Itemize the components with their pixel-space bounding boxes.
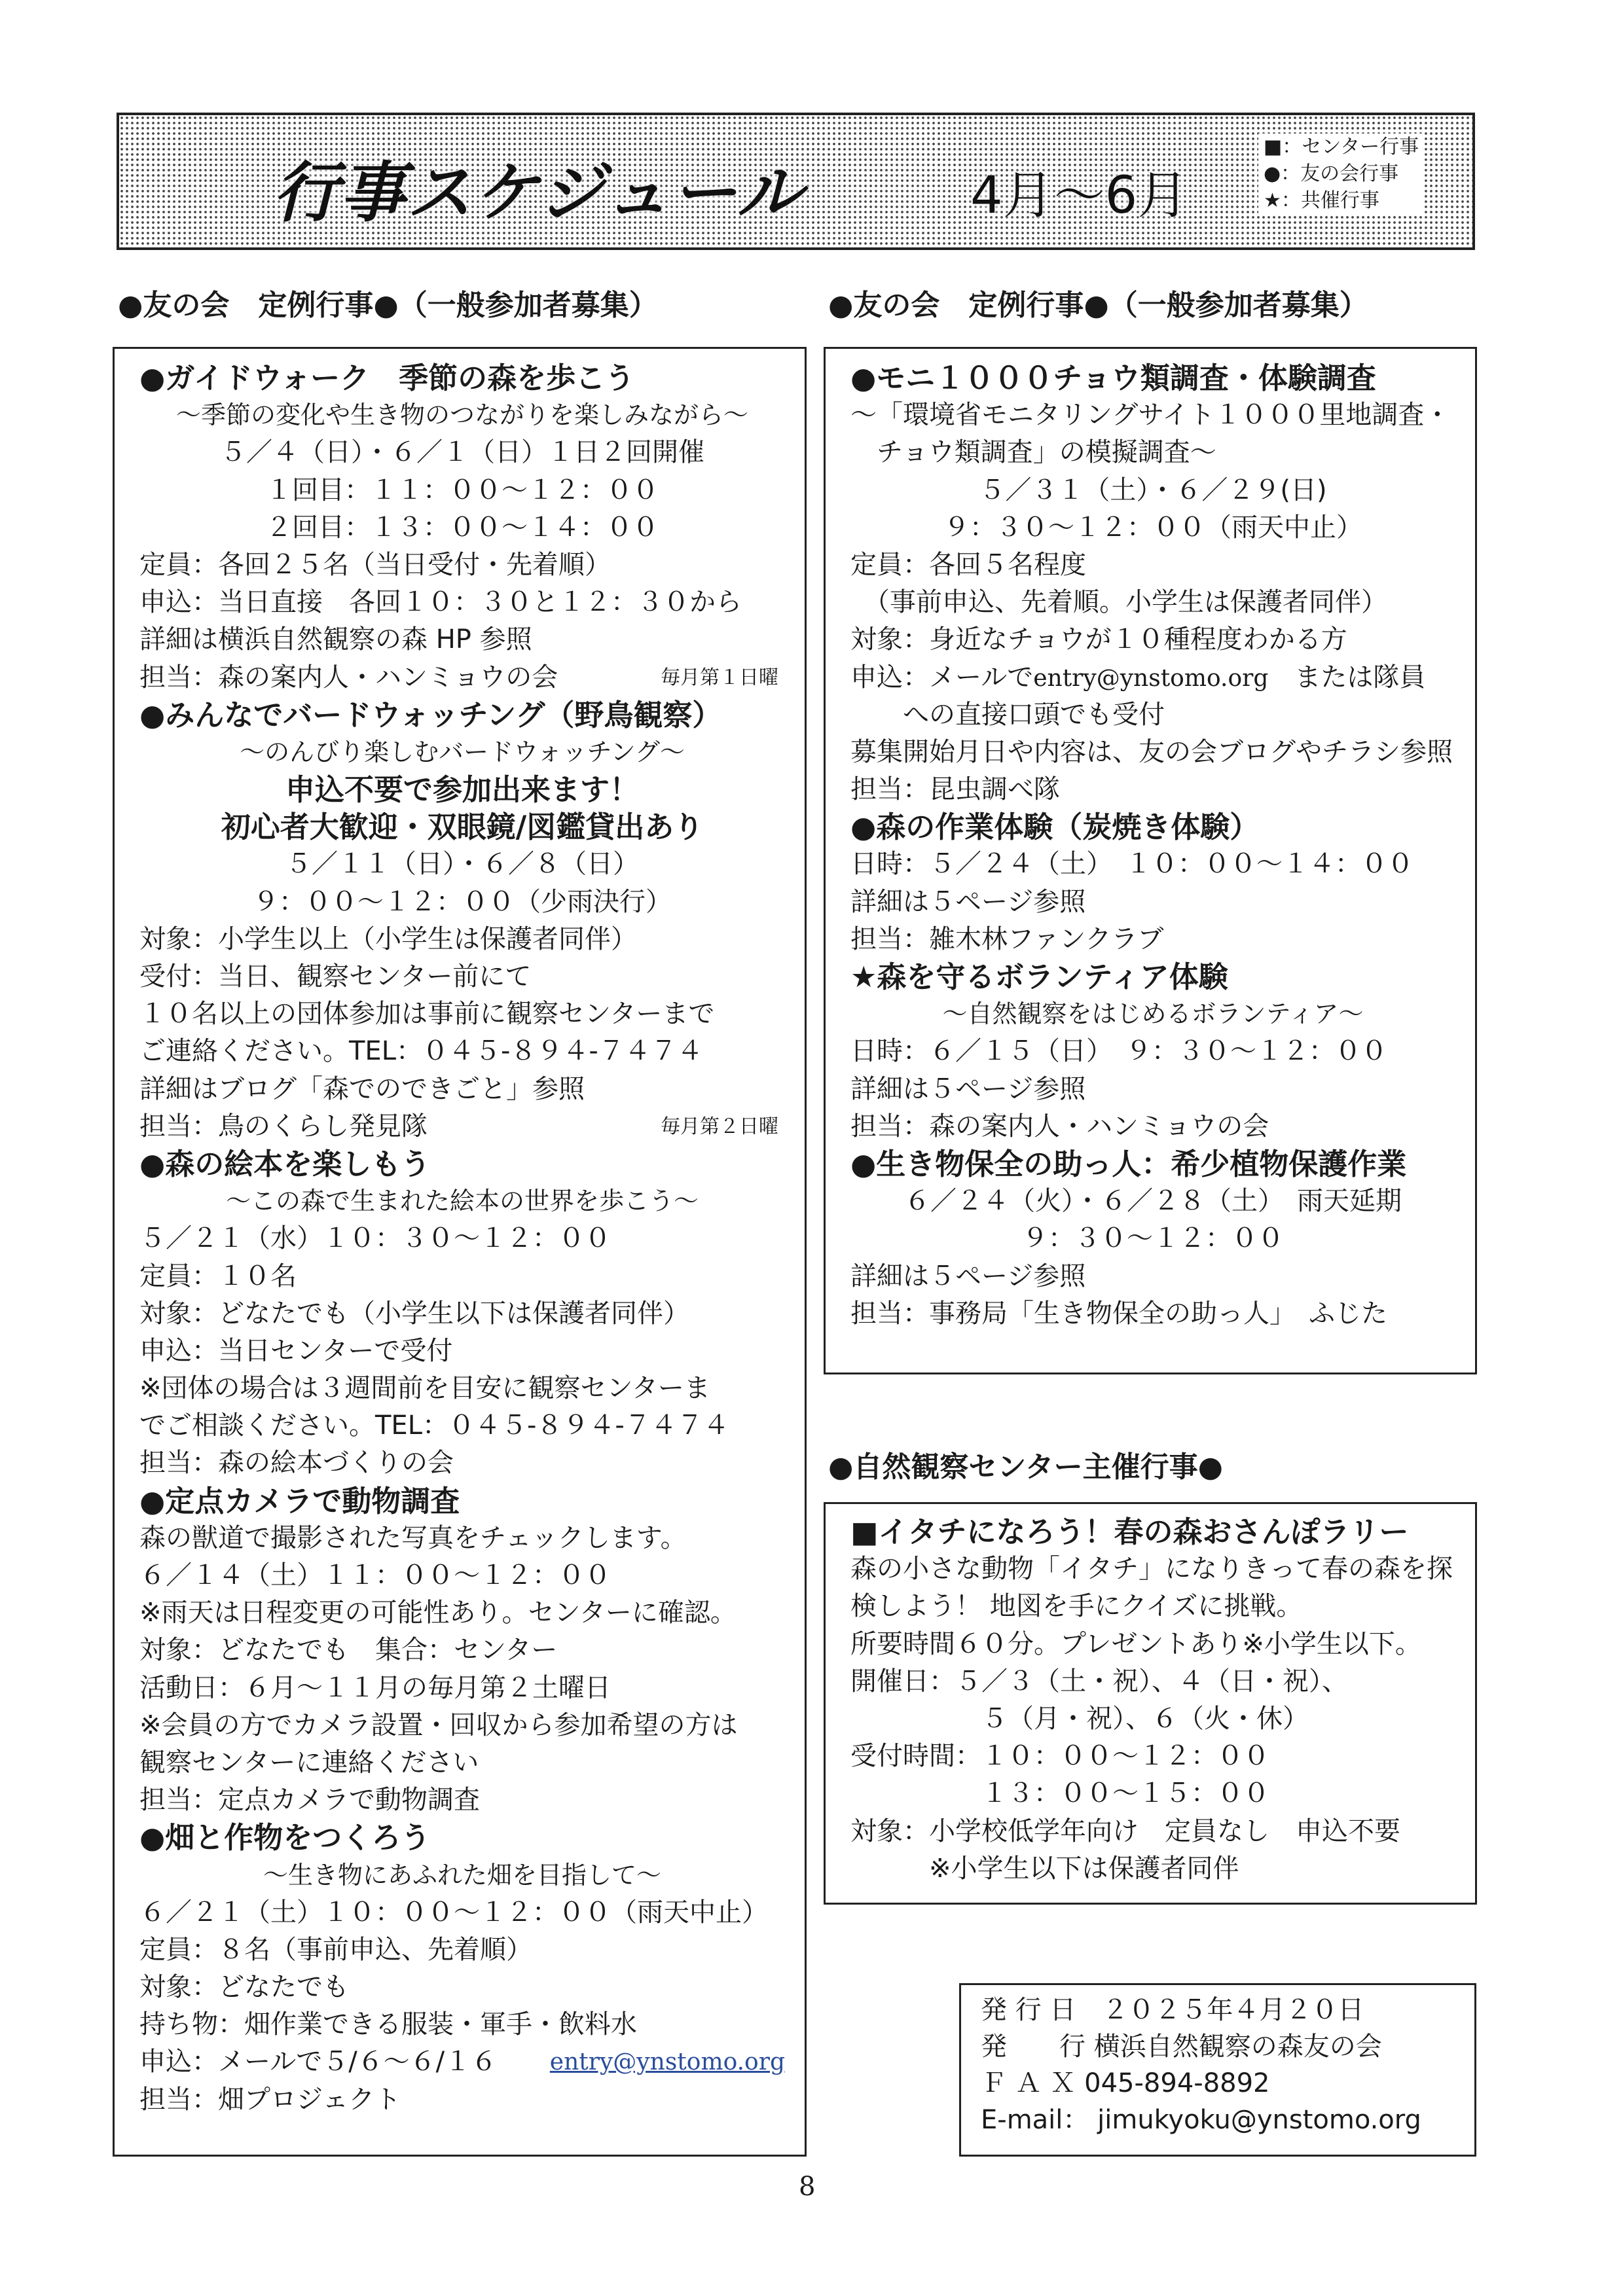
event-line-text: 日時：５／２４（土） １０：００〜１４：００	[850, 849, 1413, 880]
event-line	[850, 1588, 1475, 1625]
event-line-text: 申込：当日センターで受付	[139, 1335, 453, 1366]
event-line	[139, 1931, 805, 1969]
event-line-text: ■イタチになろう！春の森おさんぽラリー	[850, 1515, 1409, 1549]
event-line	[850, 1663, 1475, 1700]
event-line	[139, 1557, 805, 1594]
event-line-text: ※雨天は日程変更の可能性あり。センターに確認。	[139, 1598, 737, 1628]
page-title: 行事スケジュール	[273, 154, 803, 231]
event-line	[850, 659, 1475, 696]
event-line-text: 担当：雑木林ファンクラブ	[850, 924, 1164, 954]
event-line-text: 活動日：６月〜１１月の毎月第２土曜日	[139, 1672, 611, 1703]
event-line-text: 詳細は５ページ参照	[850, 1073, 1086, 1104]
event-line	[139, 2006, 805, 2043]
event-line-text: 開催日：５／３（土・祝）、４（日・祝）、	[850, 1666, 1348, 1696]
event-line-text: 詳細はブログ「森でのできごと」参照	[139, 1073, 585, 1104]
event-line	[850, 509, 1475, 547]
event-line-text: でご相談ください。TEL：０４５-８９４-７４７４	[139, 1410, 729, 1441]
event-line	[139, 659, 805, 696]
event-line	[850, 1738, 1475, 1775]
center-section-heading: ●自然観察センター主催行事●	[828, 1450, 1224, 1484]
event-title	[850, 359, 1475, 397]
event-line-text: 申込：当日直接 各回１０：３０と１２：３０から	[139, 587, 742, 618]
event-line-text: チョウ類調査」の模擬調査〜	[850, 437, 1216, 468]
event-line	[139, 1333, 805, 1370]
schedule-banner	[117, 113, 1475, 250]
event-line	[850, 397, 1475, 434]
event-line-text: １０名以上の団体参加は事前に観察センターまで	[139, 999, 715, 1030]
page-number: 8	[799, 2172, 816, 2202]
event-line-text: 〜「環境省モニタリングサイト１０００里地調査・	[850, 400, 1451, 431]
event-line-text: ●森の作業体験（炭焼き体験）	[850, 810, 1260, 845]
publisher-name: 発 行 横浜自然観察の森友の会	[981, 2032, 1382, 2062]
event-line-suffix: または隊員	[1268, 662, 1426, 692]
right-section-heading: ●友の会 定例行事●（一般参加者募集）	[828, 289, 1368, 322]
event-line-text: 対象：小学校低学年向け 定員なし 申込不要	[850, 1816, 1400, 1846]
event-line	[850, 921, 1475, 958]
event-line-text: 〜のんびり楽しむバードウォッチング〜	[240, 737, 685, 766]
legend	[1258, 134, 1424, 214]
event-line	[139, 1594, 805, 1632]
left-events-box	[113, 347, 807, 2157]
event-line	[139, 547, 805, 584]
event-line	[850, 696, 1475, 734]
event-title	[850, 1145, 1475, 1183]
center-events-box	[824, 1502, 1477, 1905]
event-line-text: ※会員の方でカメラ設置・回収から参加希望の方は	[139, 1710, 738, 1740]
event-line	[850, 1295, 1475, 1333]
right-events-box	[824, 347, 1477, 1374]
event-line	[850, 1700, 1475, 1738]
event-line	[850, 771, 1475, 808]
event-line	[850, 1108, 1475, 1145]
publisher-fax: Ｆ Ａ Ｘ 045-894-8892	[981, 2068, 1270, 2098]
event-line	[850, 1775, 1475, 1812]
event-line-text: 申込：メールで	[850, 662, 1034, 692]
event-line	[139, 1782, 805, 1819]
event-line-text: 募集開始月日や内容は、友の会ブログやチラシ参照	[850, 736, 1453, 767]
event-line	[850, 434, 1475, 471]
event-title	[139, 696, 805, 734]
event-line	[139, 1220, 805, 1257]
event-title	[850, 1513, 1475, 1551]
event-line	[850, 734, 1475, 771]
publish-date: 発 行 日 ２０２５年４月２０日	[981, 1995, 1364, 2025]
event-line	[850, 1850, 1475, 1888]
event-line-text: ●定点カメラで動物調査	[139, 1483, 460, 1518]
event-line-text: 申込：メールで５/６〜６/１６	[139, 2047, 498, 2077]
event-line	[850, 1626, 1475, 1663]
email-address: entry@ynstomo.org	[1033, 664, 1269, 692]
event-line-text: ※団体の場合は３週間前を目安に観察センターま	[139, 1373, 710, 1404]
event-line-text: 対象：どなたでも 集合：センター	[139, 1635, 558, 1666]
event-line	[139, 1632, 805, 1669]
event-line-text: 詳細は５ページ参照	[850, 886, 1086, 917]
event-line	[850, 547, 1475, 584]
publisher-email: E-mail： jimukyoku@ynstomo.org	[981, 2105, 1421, 2135]
event-line-text: 初心者大歓迎・双眼鏡/図鑑貸出あり	[221, 810, 704, 845]
event-line-text: ６／２４（火）・６／２８（土） 雨天延期	[904, 1186, 1402, 1217]
event-line-text: ●モニ１０００チョウ類調査・体験調査	[850, 361, 1376, 395]
event-line-text: ●森の絵本を楽しもう	[139, 1146, 431, 1181]
event-line-text: 〜自然観察をはじめるボランティア〜	[942, 999, 1364, 1029]
event-line-text: 観察センターに連絡ください	[139, 1747, 479, 1778]
event-line-text: １３：００〜１５：００	[850, 1778, 1269, 1809]
event-line-text: 定員：各回５名程度	[850, 549, 1086, 580]
event-line	[139, 884, 805, 921]
event-line	[139, 1857, 805, 1894]
event-line	[850, 1220, 1475, 1257]
event-line-text: 定員：１０名	[139, 1261, 297, 1291]
event-line	[850, 846, 1475, 883]
event-line-text: 対象：身近なチョウが１０種程度わかる方	[850, 624, 1347, 655]
event-line-text: 詳細は５ページ参照	[850, 1261, 1086, 1291]
event-line	[139, 1033, 805, 1070]
event-line-text: ご連絡ください。TEL：０４５-８９４-７４７４	[139, 1036, 703, 1067]
event-title	[139, 359, 805, 397]
event-line	[139, 621, 805, 658]
event-line-text: ●ガイドウォーク 季節の森を歩こう	[139, 361, 635, 395]
event-line-text: 担当：事務局「生き物保全の助っ人」 ふじた	[850, 1298, 1387, 1329]
event-line-text: ６／１４（土）１１：００〜１２：００	[139, 1560, 611, 1590]
event-line-text: １回目：１１：００〜１２：００	[266, 475, 659, 505]
event-line-text: ５／３１（土）・６／２９(日)	[979, 475, 1327, 505]
event-line	[139, 584, 805, 621]
event-line-text: ２回目：１３：００〜１４：００	[266, 512, 659, 543]
event-line	[139, 1707, 805, 1744]
period-label: 4月〜6月	[970, 166, 1189, 225]
event-line-text: 詳細は横浜自然観察の森 HP 参照	[139, 624, 532, 655]
event-line	[139, 1071, 805, 1108]
event-line-text: 対象：どなたでも	[139, 1972, 349, 2003]
event-line-text: 担当：森の案内人・ハンミョウの会	[850, 1111, 1269, 1141]
event-line-text: 担当：森の絵本づくりの会	[139, 1448, 454, 1479]
legend-item-joint: ★：共催行事	[1264, 189, 1379, 212]
event-line-text: （事前申込、先着順。小学生は保護者同伴）	[850, 587, 1387, 618]
schedule-note: 毎月第２日曜	[661, 1115, 778, 1138]
event-line-text: ５／２１（水）１０：３０〜１２：００	[139, 1223, 611, 1254]
event-line	[139, 996, 805, 1033]
event-line	[139, 921, 805, 958]
event-line-text: 受付時間：１０：００〜１２：００	[850, 1741, 1269, 1772]
event-line	[139, 1295, 805, 1333]
event-line	[850, 1258, 1475, 1295]
event-line	[139, 1520, 805, 1557]
event-line	[850, 472, 1475, 509]
event-line	[139, 734, 805, 771]
event-line-text: 担当：鳥のくらし発見隊	[139, 1111, 428, 1141]
schedule-note: 毎月第１日曜	[661, 666, 778, 689]
event-line	[850, 996, 1475, 1033]
event-line-text: 対象：どなたでも（小学生以下は保護者同伴）	[139, 1298, 689, 1329]
event-line-text: 定員：８名（事前申込、先着順）	[139, 1934, 532, 1965]
event-line	[139, 1183, 805, 1220]
event-line-text: ９：００〜１２：００（少雨決行）	[253, 886, 672, 917]
event-line	[139, 1258, 805, 1295]
event-line	[850, 884, 1475, 921]
event-line-text: ●みんなでバードウォッチング（野鳥観察）	[139, 697, 722, 732]
event-line-text: ●生き物保全の助っ人：希少植物保護作業	[850, 1146, 1407, 1181]
event-line	[139, 808, 805, 846]
event-line	[850, 1033, 1475, 1070]
event-line-text: 森の獣道で撮影された写真をチェックします。	[139, 1522, 687, 1553]
event-line-text: 日時：６／１５（日） ９：３０〜１２：００	[850, 1036, 1387, 1067]
event-title	[139, 1145, 805, 1183]
event-line-text: ６／２１（土）１０：００〜１２：００（雨天中止）	[139, 1897, 768, 1928]
event-line-text: 森の小さな動物「イタチ」になりきって春の森を探	[850, 1554, 1453, 1585]
event-line	[850, 1813, 1475, 1850]
event-title	[139, 1819, 805, 1856]
event-line-text: 受付：当日、観察センター前にて	[139, 961, 532, 992]
event-line	[139, 509, 805, 547]
event-line	[850, 1551, 1475, 1588]
event-line-text: ※小学生以下は保護者同伴	[850, 1853, 1239, 1884]
event-line	[139, 771, 805, 808]
event-line	[139, 2081, 805, 2119]
event-line-text: ９：３０〜１２：００（雨天中止）	[943, 512, 1362, 543]
legend-item-tomo: ●：友の会行事	[1264, 162, 1399, 185]
event-line	[850, 1183, 1475, 1220]
event-line	[139, 1444, 805, 1482]
event-line-text: 定員：各回２５名（当日受付・先着順）	[139, 549, 611, 580]
publisher-box	[959, 1983, 1476, 2157]
left-section-heading: ●友の会 定例行事●（一般参加者募集）	[118, 289, 658, 322]
email-link[interactable]: entry@ynstomo.org	[549, 2049, 785, 2076]
event-title	[139, 1482, 805, 1520]
event-line	[139, 1370, 805, 1407]
event-line-text: 所要時間６０分。プレゼントあり※小学生以下。	[850, 1628, 1421, 1659]
event-line-text: 〜この森で生まれた絵本の世界を歩こう〜	[225, 1187, 699, 1216]
event-line-text: 検しよう！ 地図を手にクイズに挑戦。	[850, 1591, 1303, 1622]
event-line-text: ★森を守るボランティア体験	[850, 960, 1228, 994]
event-line	[139, 1670, 805, 1707]
event-line-text: 担当：森の案内人・ハンミョウの会	[139, 662, 558, 692]
event-line-text: 〜生き物にあふれた畑を目指して〜	[263, 1860, 661, 1890]
event-line-text: 〜季節の変化や生き物のつながりを楽しみながら〜	[175, 401, 748, 430]
event-line-text: への直接口頭でも受付	[850, 699, 1165, 730]
event-line-text: 対象：小学生以上（小学生は保護者同伴）	[139, 924, 637, 954]
event-title	[850, 958, 1475, 996]
event-line	[139, 958, 805, 996]
event-line	[139, 846, 805, 883]
event-line-text: ●畑と作物をつくろう	[139, 1820, 431, 1856]
event-line	[850, 1071, 1475, 1108]
event-line	[139, 1894, 805, 1931]
event-line	[850, 621, 1475, 658]
event-line	[139, 397, 805, 434]
event-line	[139, 2043, 805, 2081]
event-line-text: ５／４（日）・６／１（日）１日２回開催	[220, 437, 704, 468]
event-line-text: ５（月・祝）、６（火・休）	[850, 1703, 1309, 1734]
event-line	[139, 434, 805, 471]
event-title	[850, 808, 1475, 846]
event-line	[139, 1969, 805, 2006]
event-line-text: 担当：昆虫調べ隊	[850, 774, 1060, 805]
event-line-text: 担当：畑プロジェクト	[139, 2084, 401, 2115]
event-line-text: ９：３０〜１２：００	[1022, 1223, 1284, 1254]
event-line-text: 申込不要で参加出来ます！	[285, 772, 639, 808]
event-line-text: 持ち物：畑作業できる服装・軍手・飲料水	[139, 2009, 637, 2040]
event-line	[139, 1407, 805, 1444]
event-line-text: ５／１１（日）・６／８（日）	[285, 849, 639, 880]
event-line	[139, 1108, 805, 1145]
event-line	[139, 472, 805, 509]
event-line	[850, 584, 1475, 621]
event-line-text: 担当：定点カメラで動物調査	[139, 1785, 480, 1816]
event-line	[139, 1744, 805, 1782]
legend-item-center: ■：センター行事	[1264, 135, 1419, 158]
